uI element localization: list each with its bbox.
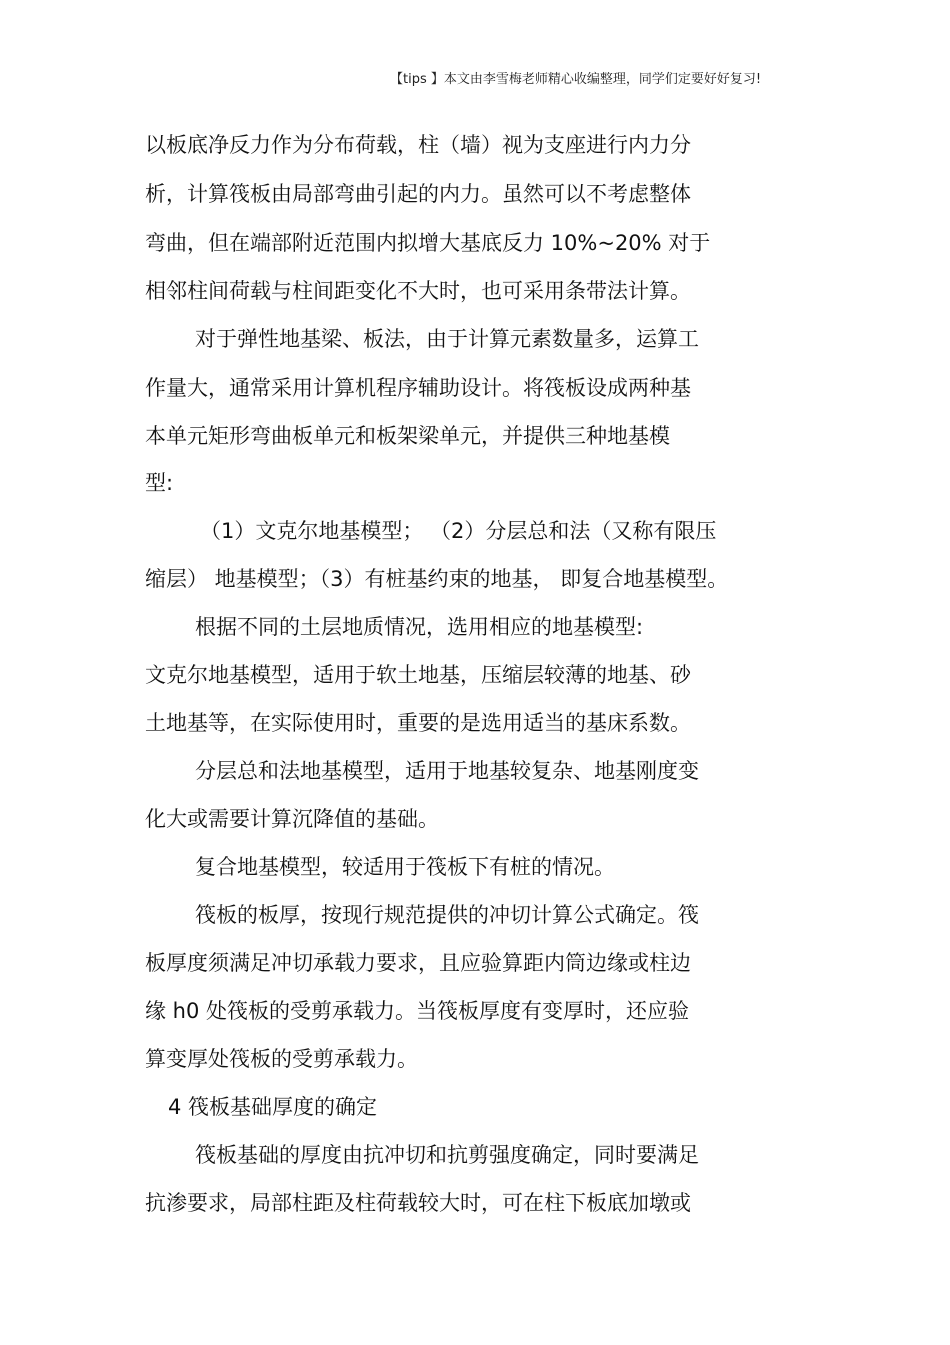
paragraph-line: 型: bbox=[145, 471, 174, 495]
paragraph-line: 分层总和法地基模型，适用于地基较复杂、地基刚度变 bbox=[195, 759, 699, 783]
paragraph-line: 作量大，通常采用计算机程序辅助设计。将筏板设成两种基 bbox=[145, 376, 691, 400]
paragraph-line: 对于弹性地基梁、板法，由于计算元素数量多，运算工 bbox=[195, 327, 699, 351]
paragraph-line: 板厚度须满足冲切承载力要求，且应验算距内筒边缘或柱边 bbox=[145, 951, 691, 975]
paragraph-line: 缩层） 地基模型；（3）有桩基约束的地基， 即复合地基模型。 bbox=[145, 567, 729, 591]
paragraph-line: 复合地基模型，较适用于筏板下有桩的情况。 bbox=[195, 855, 615, 879]
paragraph-line: 以板底净反力作为分布荷载，柱（墙）视为支座进行内力分 bbox=[145, 133, 691, 157]
paragraph-line: 化大或需要计算沉降值的基础。 bbox=[145, 807, 439, 831]
paragraph-line: 抗渗要求，局部柱距及柱荷载较大时，可在柱下板底加墩或 bbox=[145, 1191, 691, 1215]
paragraph-line: 筏板基础的厚度由抗冲切和抗剪强度确定，同时要满足 bbox=[195, 1143, 699, 1167]
paragraph-line: 析，计算筏板由局部弯曲引起的内力。虽然可以不考虑整体 bbox=[145, 182, 691, 206]
paragraph-line: 算变厚处筏板的受剪承载力。 bbox=[145, 1047, 418, 1071]
paragraph-line: 缘 h0 处筏板的受剪承载力。当筏板厚度有变厚时，还应验 bbox=[145, 999, 690, 1023]
paragraph-line: 文克尔地基模型，适用于软土地基，压缩层较薄的地基、砂 bbox=[145, 663, 691, 687]
section-heading: 4 筏板基础厚度的确定 bbox=[168, 1095, 378, 1119]
paragraph-line: 筏板的板厚，按现行规范提供的冲切计算公式确定。筏 bbox=[195, 903, 699, 927]
paragraph-line: 本单元矩形弯曲板单元和板架梁单元，并提供三种地基模 bbox=[145, 424, 670, 448]
paragraph-line: 相邻柱间荷载与柱间距变化不大时，也可采用条带法计算。 bbox=[145, 279, 691, 303]
paragraph-line: （1）文克尔地基模型； （2）分层总和法（又称有限压 bbox=[200, 519, 717, 543]
header-tip: 【tips 】本文由李雪梅老师精心收编整理，同学们定要好好复习! bbox=[390, 72, 762, 87]
paragraph-line: 根据不同的土层地质情况，选用相应的地基模型: bbox=[195, 615, 644, 639]
paragraph-line: 土地基等，在实际使用时，重要的是选用适当的基床系数。 bbox=[145, 711, 691, 735]
paragraph-line: 弯曲，但在端部附近范围内拟增大基底反力 10%~20% 对于 bbox=[145, 231, 711, 255]
